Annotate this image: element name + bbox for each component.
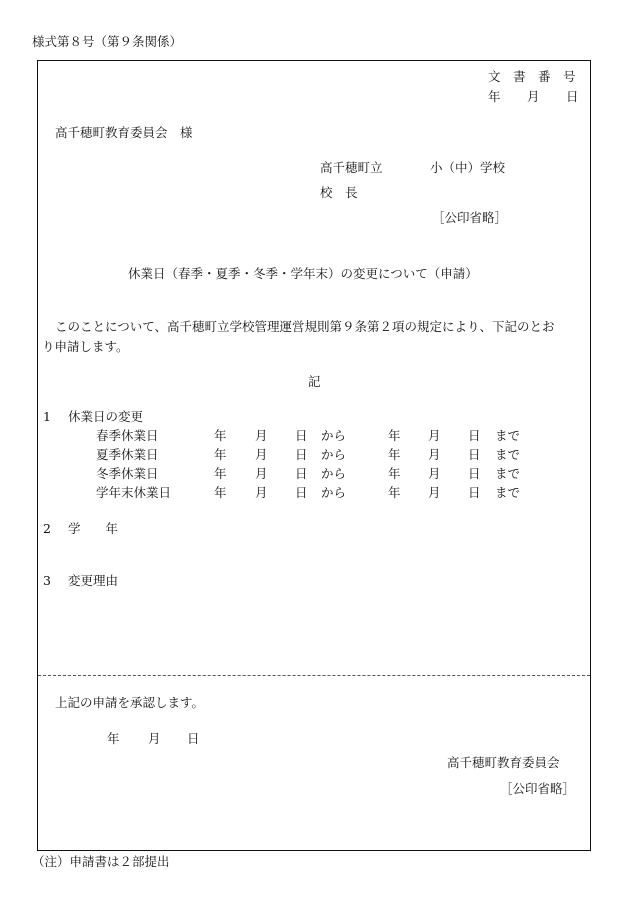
section-1-number: 1 [43,409,51,424]
section-3-number: 3 [43,573,51,588]
date-month: 月 [527,89,540,104]
from-month: 月 [255,485,268,500]
holiday-row-label: 学年末休業日 [96,485,172,500]
to-month: 月 [428,466,441,481]
school-prefix: 高千穂町立 [320,160,383,175]
from-year: 年 [214,447,227,462]
approval-month: 月 [148,731,161,746]
from-year: 年 [214,485,227,500]
to-day: 日 [468,428,481,443]
date-year: 年 [488,89,501,104]
from-day: 日 [295,447,308,462]
to-month: 月 [428,485,441,500]
approval-board: 高千穂町教育委員会 [447,755,560,770]
to-day: 日 [468,485,481,500]
from-year: 年 [214,428,227,443]
body-text-line-1: このことについて、高千穂町立学校管理運営規則第９条第２項の規定により、下記のとお [55,319,555,334]
to-year: 年 [388,466,401,481]
holiday-row-label: 春季休業日 [96,428,159,443]
to-year: 年 [388,447,401,462]
from-month: 月 [255,428,268,443]
date-day: 日 [566,89,579,104]
document-number-label: 文 書 番 号 [488,69,576,84]
dashed-separator [38,675,590,676]
section-2-title: 学 年 [68,521,119,536]
to-day: 日 [468,466,481,481]
school-suffix: 小（中）学校 [430,160,506,175]
holiday-row-label: 夏季休業日 [96,447,159,462]
footnote: （注）申請書は２部提出 [32,854,170,869]
to-month: 月 [428,428,441,443]
from-label: から [321,466,347,481]
from-day: 日 [295,485,308,500]
to-day: 日 [468,447,481,462]
until-label: まで [495,447,521,462]
until-label: まで [495,485,521,500]
from-day: 日 [295,428,308,443]
to-year: 年 [388,428,401,443]
section-1-title: 休業日の変更 [68,409,144,424]
holiday-row-label: 冬季休業日 [96,466,159,481]
document-title: 休業日（春季・夏季・冬季・学年末）の変更について（申請） [128,266,478,281]
section-3-title: 変更理由 [68,573,119,588]
approval-day: 日 [187,731,200,746]
from-year: 年 [214,466,227,481]
applicant-seal: ［公印省略］ [432,210,508,225]
from-day: 日 [295,466,308,481]
until-label: まで [495,428,521,443]
from-label: から [321,428,347,443]
from-month: 月 [255,447,268,462]
from-month: 月 [255,466,268,481]
approval-seal: ［公印省略］ [500,781,576,796]
ki-heading: 記 [308,374,321,389]
to-year: 年 [388,485,401,500]
from-label: から [321,447,347,462]
approval-year: 年 [107,731,120,746]
to-month: 月 [428,447,441,462]
addressee: 高千穂町教育委員会 様 [55,125,193,140]
principal-label: 校 長 [320,185,358,200]
form-number: 様式第８号（第９条関係） [32,34,183,49]
body-text-line-2: り申請します。 [42,339,129,354]
until-label: まで [495,466,521,481]
from-label: から [321,485,347,500]
section-2-number: 2 [43,521,51,536]
approval-text: 上記の申請を承認します。 [55,695,205,710]
